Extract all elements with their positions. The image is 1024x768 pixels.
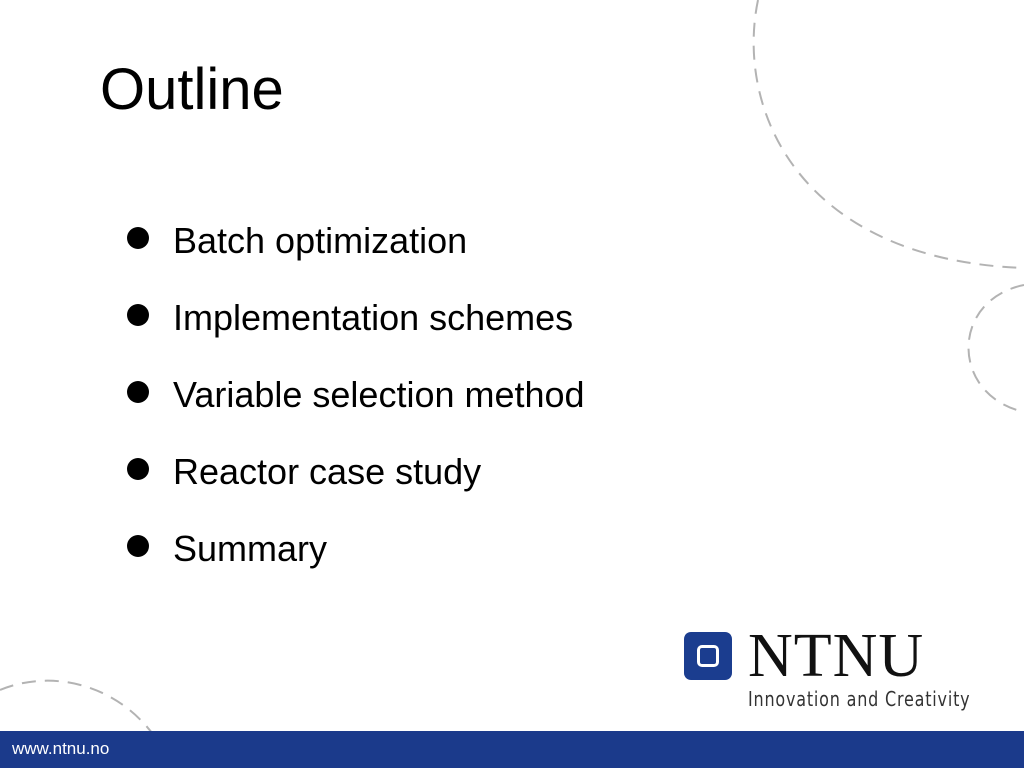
bullet-item bbox=[124, 291, 585, 368]
bullet-dot bbox=[127, 381, 149, 403]
logo-mark-inner-square bbox=[697, 645, 719, 667]
logo-name: NTNU bbox=[748, 622, 925, 690]
bullet-dot bbox=[127, 227, 149, 249]
footer-bar bbox=[0, 731, 1024, 768]
bullet-item bbox=[124, 214, 585, 291]
bullet-dot bbox=[127, 458, 149, 480]
bullet-dot bbox=[127, 535, 149, 557]
bullet-text: Implementation schemes bbox=[173, 297, 574, 338]
footer-url: www.ntnu.no bbox=[12, 739, 110, 758]
bullet-item bbox=[124, 522, 585, 599]
bullet-text: Reactor case study bbox=[173, 451, 482, 492]
bullet-text: Summary bbox=[173, 528, 328, 569]
bullet-text: Variable selection method bbox=[173, 374, 585, 415]
bullet-text: Batch optimization bbox=[173, 220, 468, 261]
ntnu-logo bbox=[684, 622, 984, 718]
slide-title: Outline bbox=[100, 57, 284, 122]
bullet-dot bbox=[127, 304, 149, 326]
bullet-item bbox=[124, 445, 585, 522]
outline-bullet-list bbox=[124, 214, 585, 599]
footer-background bbox=[0, 731, 1024, 768]
ntnu-logo-mark-icon bbox=[684, 632, 732, 680]
dashed-arc-top-right bbox=[754, 0, 1024, 268]
logo-tagline: Innovation and Creativity bbox=[748, 687, 971, 711]
dashed-arc-right bbox=[969, 285, 1024, 412]
bullet-item bbox=[124, 368, 585, 445]
